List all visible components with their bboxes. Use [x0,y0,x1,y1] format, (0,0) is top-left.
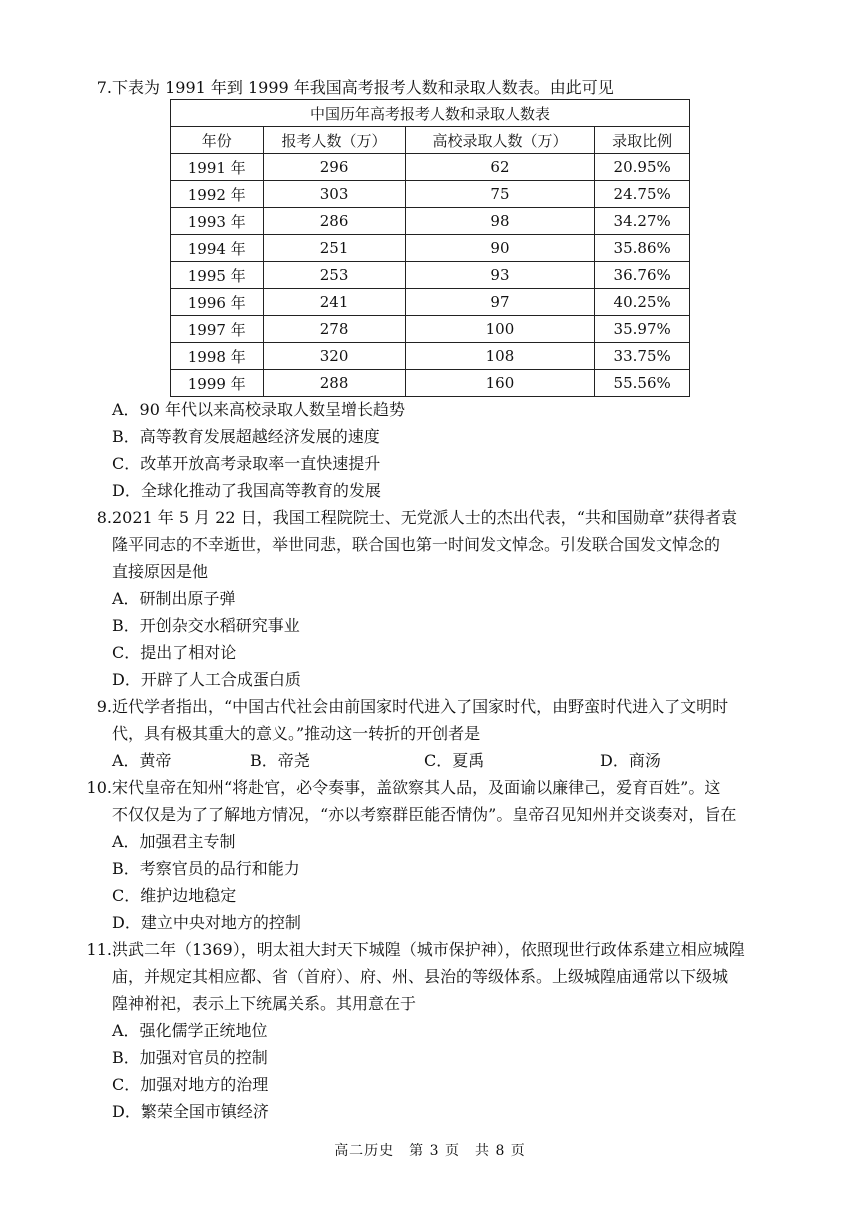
question-number: 8. [96,508,112,527]
table-row [171,208,690,235]
table-row [171,262,690,289]
table-cell: 100 [405,316,595,343]
option-b[interactable]: B．考察官员的品行和能力 [112,859,300,878]
table-cell: 33.75% [595,343,690,370]
page-footer: 高二历史 第 3 页 共 8 页 [334,1143,526,1159]
question-line: 2021 年 5 月 22 日，我国工程院院士、无党派人士的杰出代表，“共和国勋章”获得者袁 [112,508,738,527]
table-cell: 1997 年 [171,316,264,343]
table-cell: 90 [405,235,595,262]
option-d[interactable]: D．建立中央对地方的控制 [112,913,301,932]
question-line: 庙，并规定其相应都、省（首府）、府、州、县治的等级体系。上级城隍庙通常以下级城 [112,967,729,986]
table-header-cell: 报考人数（万） [263,127,405,154]
table-cell: 108 [405,343,595,370]
option-a[interactable]: A．研制出原子弹 [112,589,236,608]
admission-table [170,99,690,397]
table-cell: 241 [263,289,405,316]
question-number: 11. [86,940,112,959]
option-a[interactable]: A．90 年代以来高校录取人数呈增长趋势 [112,400,406,419]
table-cell: 1992 年 [171,181,264,208]
question-8 [78,504,790,585]
table-cell: 303 [263,181,405,208]
table-cell: 97 [405,289,595,316]
table-cell: 40.25% [595,289,690,316]
option-c[interactable]: C．改革开放高考录取率一直快速提升 [112,454,381,473]
question-line: 不仅仅是为了了解地方情况，“亦以考察群臣能否情伪”。皇帝召见知州并交谈奏对，旨在 [112,805,737,824]
table-row [171,181,690,208]
table-cell: 93 [405,262,595,289]
table-cell: 288 [263,370,405,397]
table-cell: 62 [405,154,595,181]
table-cell: 286 [263,208,405,235]
option-a[interactable]: A．黄帝 [112,751,172,770]
table-header-cell: 录取比例 [595,127,690,154]
table-cell: 1996 年 [171,289,264,316]
option-d[interactable]: D．繁荣全国市镇经济 [112,1102,269,1121]
question-number: 9. [96,697,112,716]
question-number: 7. [96,78,112,97]
question-line: 代，具有极其重大的意义。”推动这一转折的开创者是 [112,724,481,743]
question-line: 洪武二年（1369），明太祖大封天下城隍（城市保护神），依照现世行政体系建立相应城隍 [112,940,745,959]
table-row [171,370,690,397]
option-d[interactable]: D．全球化推动了我国高等教育的发展 [112,481,381,500]
option-b[interactable]: B．开创杂交水稻研究事业 [112,616,300,635]
question-line: 宋代皇帝在知州“将赴官，必令奏事，盖欲察其人品，及面谕以廉律己，爱育百姓”。这 [112,778,721,797]
option-b[interactable]: B．帝尧 [250,751,310,770]
table-header-cell: 年份 [171,127,264,154]
option-d[interactable]: D．开辟了人工合成蛋白质 [112,670,301,689]
question-10 [78,774,790,828]
table-row [171,289,690,316]
option-a[interactable]: A．强化儒学正统地位 [112,1021,268,1040]
option-a[interactable]: A．加强君主专制 [112,832,236,851]
table-cell: 55.56% [595,370,690,397]
table-cell: 160 [405,370,595,397]
question-line: 近代学者指出，“中国古代社会由前国家时代进入了国家时代，由野蛮时代进入了文明时 [112,697,729,716]
table-cell: 320 [263,343,405,370]
table-title: 中国历年高考报考人数和录取人数表 [171,100,690,127]
table-cell: 296 [263,154,405,181]
table-cell: 35.97% [595,316,690,343]
table-cell: 24.75% [595,181,690,208]
table-cell: 1993 年 [171,208,264,235]
option-c[interactable]: C．维护边地稳定 [112,886,237,905]
table-cell: 36.76% [595,262,690,289]
question-line: 直接原因是他 [112,562,209,581]
question-line: 隍神祔祀，表示上下统属关系。其用意在于 [112,994,417,1013]
question-11 [78,936,790,1017]
table-cell: 278 [263,316,405,343]
table-cell: 98 [405,208,595,235]
table-cell: 34.27% [595,208,690,235]
table-cell: 1999 年 [171,370,264,397]
table-row [171,235,690,262]
option-b[interactable]: B．高等教育发展超越经济发展的速度 [112,427,380,446]
table-cell: 1995 年 [171,262,264,289]
table-cell: 1994 年 [171,235,264,262]
table-header-row [171,127,690,154]
table-cell: 1998 年 [171,343,264,370]
option-c[interactable]: C．提出了相对论 [112,643,237,662]
table-cell: 20.95% [595,154,690,181]
options-row [112,747,792,774]
table-cell: 35.86% [595,235,690,262]
question-9 [78,693,790,747]
table-cell: 251 [263,235,405,262]
question-number: 10. [86,778,112,797]
table-header-cell: 高校录取人数（万） [405,127,595,154]
table-row [171,154,690,181]
option-c[interactable]: C．夏禹 [424,751,485,770]
question-stem: 下表为 1991 年到 1999 年我国高考报考人数和录取人数表。由此可见 [112,78,614,97]
table-cell: 75 [405,181,595,208]
question-7 [78,74,790,101]
table-cell: 1991 年 [171,154,264,181]
table-row [171,316,690,343]
table-row [171,343,690,370]
option-c[interactable]: C．加强对地方的治理 [112,1075,269,1094]
option-b[interactable]: B．加强对官员的控制 [112,1048,268,1067]
option-d[interactable]: D．商汤 [600,751,661,770]
table-cell: 253 [263,262,405,289]
question-line: 隆平同志的不幸逝世，举世同悲，联合国也第一时间发文悼念。引发联合国发文悼念的 [112,535,721,554]
